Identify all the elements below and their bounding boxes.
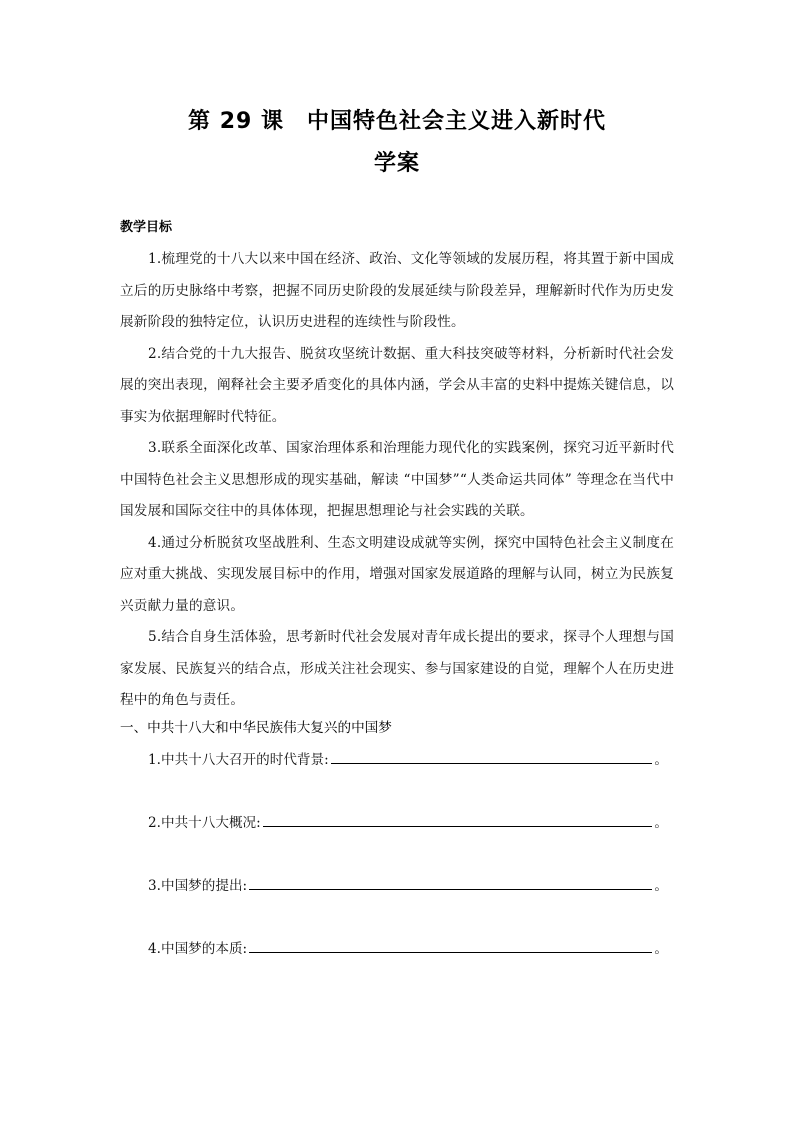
question-overview (148, 807, 668, 831)
question-label: 4.中国梦的本质: (148, 941, 248, 957)
question-end-mark: 。 (654, 941, 668, 957)
answer-blank[interactable] (249, 873, 652, 890)
objectives-list (120, 244, 674, 717)
objective-item: 5.结合自身生活体验，思考新时代社会发展对青年成长提出的要求，探寻个人理想与国家发展、民族复兴的结合点，形成关注社会现实、参与国家建设的自觉，理解个人在历史进程中的角色与责任。 (120, 629, 674, 708)
question-dream-essence (148, 933, 668, 957)
objective-item: 3.联系全面深化改革、国家治理体系和治理能力现代化的实践案例，探究习近平新时代中国特色社会主义思想形成的现实基础，解读 “中国梦”“人类命运共同体” 等理念在当代中国发展和国际交往中的具体体现，把握思想理论与社会实践的关联。 (120, 440, 674, 519)
lesson-subtitle: 学案 (373, 151, 420, 176)
question-background (148, 744, 668, 768)
answer-blank[interactable] (249, 936, 652, 953)
question-label: 1.中共十八大召开的时代背景: (148, 752, 329, 768)
objective-item: 1.梳理党的十八大以来中国在经济、政治、文化等领域的发展历程，将其置于新中国成立后的历史脉络中考察，把握不同历史阶段的发展延续与阶段差异，理解新时代作为历史发展新阶段的独特定位，认识历史进程的连续性与阶段性。 (120, 251, 674, 330)
question-end-mark: 。 (654, 752, 668, 768)
part-one-heading: 一、中共十八大和中华民族伟大复兴的中国梦 (120, 720, 392, 736)
question-end-mark: 。 (654, 878, 668, 894)
question-end-mark: 。 (654, 815, 668, 831)
question-dream-proposal (148, 870, 668, 894)
answer-blank[interactable] (263, 810, 653, 827)
question-label: 2.中共十八大概况: (148, 815, 261, 831)
objective-item: 2.结合党的十九大报告、脱贫攻坚统计数据、重大科技突破等材料，分析新时代社会发展的突出表现，阐释社会主要矛盾变化的具体内涵，学会从丰富的史料中提炼关键信息，以事实为依据理解时代特征。 (120, 345, 674, 425)
lesson-title: 第 29 课 中国特色社会主义进入新时代 (188, 109, 606, 134)
objectives-heading: 教学目标 (120, 220, 173, 235)
objective-item: 4.通过分析脱贫攻坚战胜利、生态文明建设成就等实例，探究中国特色社会主义制度在应对重大挑战、实现发展目标中的作用，增强对国家发展道路的理解与认同，树立为民族复兴贡献力量的意识。 (120, 534, 674, 614)
question-label: 3.中国梦的提出: (148, 878, 248, 894)
answer-blank[interactable] (331, 747, 653, 764)
